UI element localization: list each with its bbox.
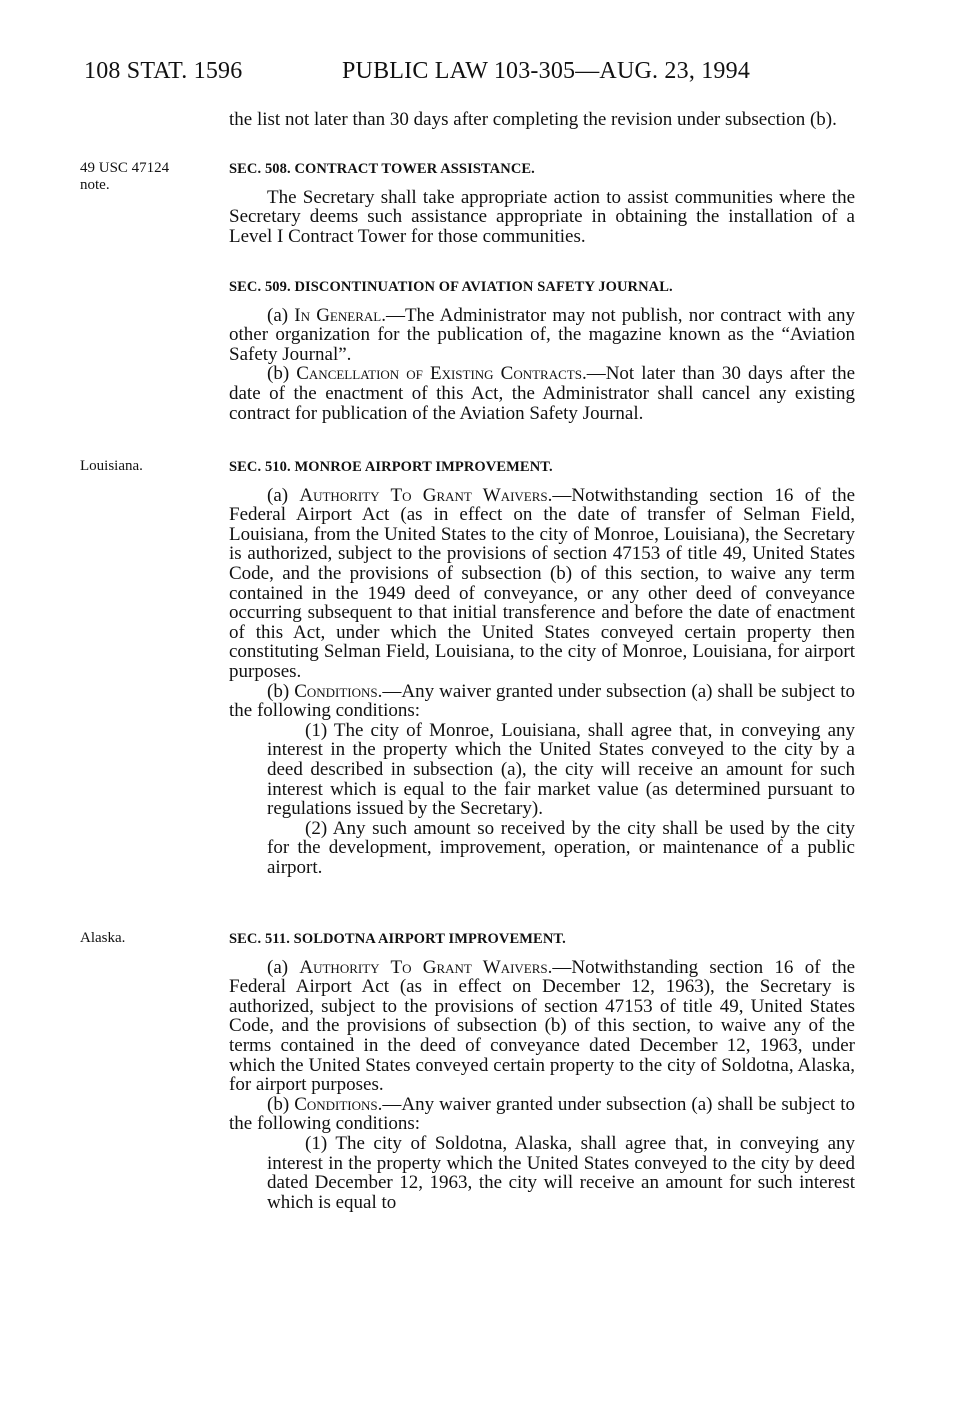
continuation-block [229, 110, 855, 130]
margin-note-louisiana: Louisiana. [80, 458, 143, 474]
section-510-subsection-a [229, 486, 855, 682]
subsection-caption: Conditions. [294, 1093, 383, 1115]
section-511-heading: SEC. 511. SOLDOTNA AIRPORT IMPROVEMENT. [229, 931, 566, 947]
public-law-title: PUBLIC LAW 103-305—AUG. 23, 1994 [342, 58, 751, 84]
subsection-caption: Authority To Grant Waivers. [299, 956, 553, 978]
subsection-label: (b) [267, 680, 290, 702]
subsection-caption: Authority To Grant Waivers. [299, 484, 553, 506]
section-510-condition-2: (2) Any such amount so received by the city shall be used by the city for the development, improvement, operation, or maintenance of a public airport. [267, 817, 855, 878]
section-509 [229, 278, 855, 423]
margin-note-usc-citation: 49 USC 47124 [80, 160, 170, 176]
section-510-condition-1: (1) The city of Monroe, Louisiana, shall agree that, in conveying any interest in the property which the United States conveyed to the city by a deed described in subsection (a), the city will receive an amount for such interest which is equal to the fair market value (as determined pursuant to regulations issued by the Secretary). [267, 719, 855, 820]
subsection-text: —Notwithstanding section 16 of the Federal Airport Act (as in effect on December 12, 1963), the Secretary is authorized, subject to the provisions of section 47153 of title 49, United States Code, and the provisions of subsection (b) of this section, to waive any of the terms contained in the deed of conveyance dated December 12, 1963, under which the United States conveyed certain property to the city of Soldotna, Alaska, for airport purposes. [229, 956, 856, 1096]
section-508 [229, 160, 855, 246]
subsection-caption: Conditions. [294, 680, 383, 702]
continuation-text: the list not later than 30 days after completing the revision under subsection (b). [229, 109, 837, 130]
subsection-label: (a) [267, 484, 289, 506]
subsection-caption: Cancellation of Existing Contracts. [296, 363, 587, 385]
section-511-condition-1: (1) The city of Soldotna, Alaska, shall agree that, in conveying any interest in the property which the United States conveyed to the city by deed dated December 12, 1963, the city will receive an amount for such interest which is equal to [267, 1132, 855, 1213]
section-509-subsection-b [229, 364, 855, 423]
section-509-heading: SEC. 509. DISCONTINUATION OF AVIATION SAFETY JOURNAL. [229, 279, 673, 295]
section-511 [229, 930, 855, 1212]
section-510-subsection-b [229, 682, 855, 721]
section-511-subsection-b [229, 1095, 855, 1134]
section-510 [229, 458, 855, 877]
section-508-heading: SEC. 508. CONTRACT TOWER ASSISTANCE. [229, 161, 535, 177]
subsection-text: —Any waiver granted under subsection (a) shall be subject to the following conditions: [229, 1093, 855, 1135]
subsection-text: —Not later than 30 days after the date of the enactment of this Act, the Administrator shall cancel any existing contract for publication of the Aviation Safety Journal. [229, 363, 856, 424]
subsection-caption: In General. [294, 304, 386, 326]
section-508-text: The Secretary shall take appropriate action to assist communities where the Secretary deems such assistance appropriate in obtaining the installation of a Level I Contract Tower for those communities. [229, 186, 855, 247]
section-509-subsection-a [229, 306, 855, 365]
page-citation: 108 STAT. 1596 [84, 58, 243, 84]
margin-note-note: note. [80, 177, 110, 193]
subsection-label: (a) [267, 956, 289, 978]
subsection-text: —The Administrator may not publish, nor contract with any other organization for the publication of, the magazine known as the “Aviation Safety Journal”. [229, 304, 855, 365]
section-511-subsection-a [229, 958, 855, 1095]
margin-note-alaska: Alaska. [80, 930, 126, 946]
subsection-text: —Any waiver granted under subsection (a) shall be subject to the following conditions: [229, 680, 855, 722]
subsection-label: (a) [267, 304, 289, 326]
margin-note-usc [80, 160, 169, 194]
subsection-text: —Notwithstanding section 16 of the Federal Airport Act (as in effect on the date of transfer of Selman Field, Louisiana, from the United States to the city of Monroe, Louisiana), the Secretary is authorized, subject to the provisions of section 47153 of title 49, United States Code, and the provisions of subsection (b) of this section, to waive any term contained in the 1949 deed of conveyance, or any other deed of conveyance occurring subsequent to that initial transference and before the date of enactment of this Act, under which the United States conveyed certain property then constituting Selman Field, Louisiana, to the city of Monroe, Louisiana, for airport purposes. [229, 484, 856, 682]
section-510-heading: SEC. 510. MONROE AIRPORT IMPROVEMENT. [229, 459, 553, 475]
subsection-label: (b) [267, 363, 290, 385]
subsection-label: (b) [267, 1093, 290, 1115]
